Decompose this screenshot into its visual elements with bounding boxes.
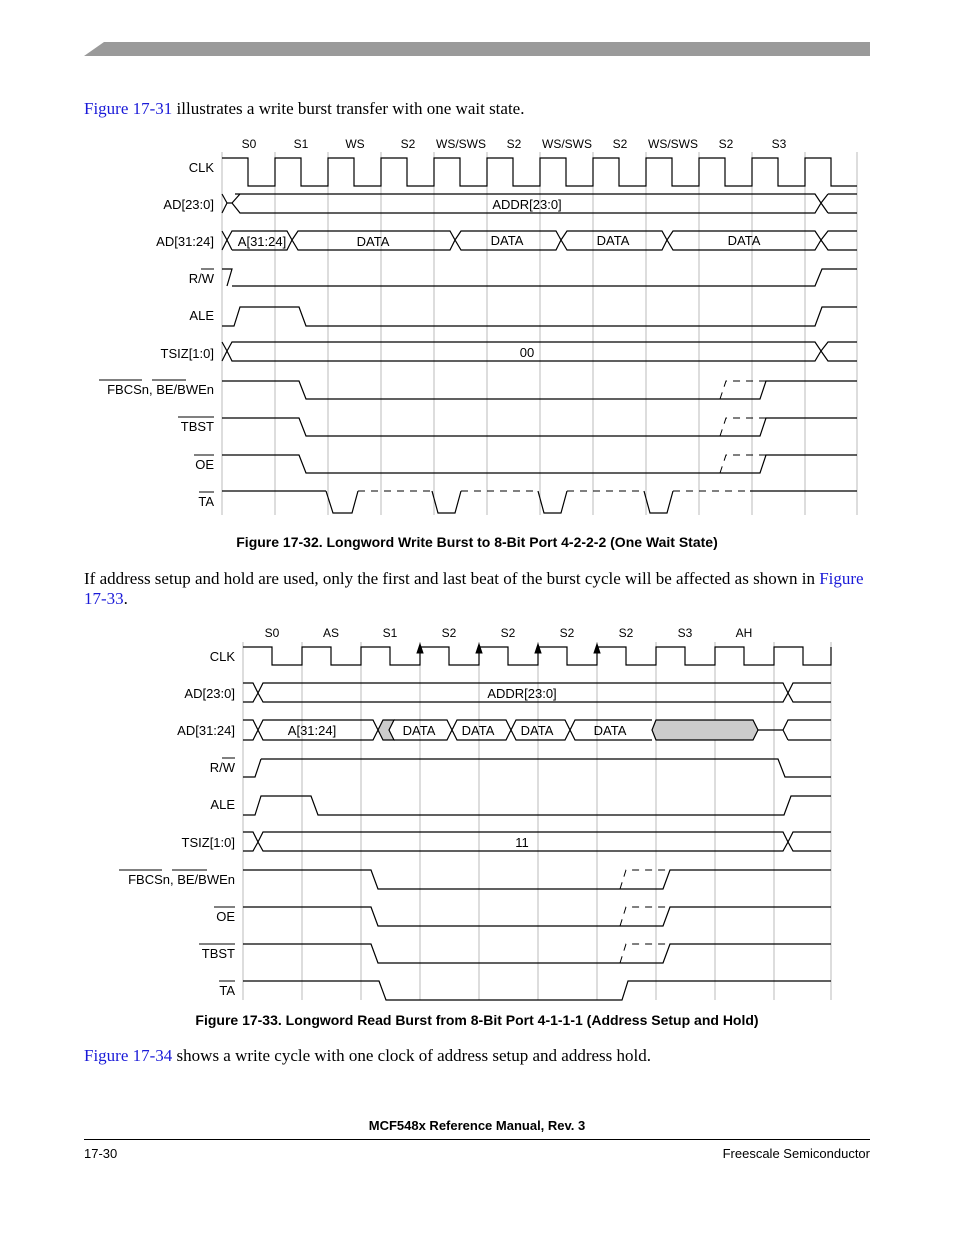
data-label: DATA — [461, 723, 495, 738]
signal-labels — [128, 649, 236, 998]
data-label: DATA — [727, 233, 761, 248]
tsiz-value: 00 — [519, 345, 535, 360]
state-label: S3 — [771, 137, 787, 151]
company-name: Freescale Semiconductor — [722, 1146, 870, 1161]
intro-paragraph-2 — [84, 569, 884, 609]
rw-wave — [243, 759, 831, 777]
state-label: S2 — [559, 626, 575, 640]
figure-17-32-caption: Figure 17-32. Longword Write Burst to 8-Bit Port 4-2-2-2 (One Wait State) — [236, 534, 718, 550]
figure-17-31-link[interactable]: Figure 17-31 — [84, 99, 173, 118]
signal-label-ale: ALE — [189, 308, 214, 323]
intro-paragraph-3 — [84, 1046, 651, 1066]
signal-label-ad-low: AD[23:0] — [163, 197, 214, 212]
signal-label-fbcs: FBCSn, BE/BWEn — [107, 382, 214, 397]
state-label: AH — [735, 626, 753, 640]
state-label: S0 — [264, 626, 280, 640]
state-label: S2 — [500, 626, 516, 640]
figure-17-34-link[interactable]: Figure 17-34 — [84, 1046, 173, 1065]
state-label: S2 — [618, 626, 634, 640]
signal-label-fbcs: FBCSn, BE/BWEn — [128, 872, 235, 887]
intro-text-2: If address setup and hold are used, only the first and last beat of the burst cycle will be affected as shown in — [84, 569, 820, 588]
state-label: S1 — [293, 137, 309, 151]
addr-label: ADDR[23:0] — [487, 686, 557, 701]
signal-label-ta: TA — [198, 494, 214, 509]
addr-label: ADDR[23:0] — [492, 197, 562, 212]
state-label: AS — [322, 626, 340, 640]
fbcs-wave — [243, 870, 831, 889]
bus-values — [288, 686, 627, 850]
state-label: S2 — [612, 137, 628, 151]
read-data-setup-shading — [378, 720, 394, 740]
footer-divider — [84, 1139, 870, 1140]
data-label: DATA — [596, 233, 630, 248]
signal-label-tsiz: TSIZ[1:0] — [160, 346, 214, 361]
signal-label-tsiz: TSIZ[1:0] — [181, 835, 235, 850]
state-labels — [265, 626, 753, 640]
state-label: WS/SWS — [648, 137, 698, 151]
state-label: WS/SWS — [436, 137, 486, 151]
page-number: 17-30 — [84, 1146, 118, 1161]
state-label: S2 — [400, 137, 416, 151]
data-label: DATA — [402, 723, 436, 738]
state-label: S0 — [241, 137, 257, 151]
data-label: DATA — [593, 723, 627, 738]
signal-label-rw: R/W — [188, 271, 214, 286]
state-label: S2 — [441, 626, 457, 640]
signal-labels — [107, 160, 215, 509]
tbst-wave — [243, 944, 831, 963]
tsiz-bus — [243, 832, 831, 851]
signal-label-ad-high: AD[31:24] — [156, 234, 214, 249]
a-label: A[31:24] — [287, 723, 337, 738]
intro-text-3: shows a write cycle with one clock of address setup and address hold. — [172, 1046, 652, 1065]
signal-label-ta: TA — [219, 983, 235, 998]
footer-title: MCF548x Reference Manual, Rev. 3 — [368, 1118, 586, 1133]
oe-wave — [243, 907, 831, 926]
signal-label-oe: OE — [195, 457, 214, 472]
signal-label-oe: OE — [216, 909, 235, 924]
data-label: DATA — [356, 234, 390, 249]
signal-label-clk: CLK — [209, 649, 235, 664]
signal-label-ale: ALE — [210, 797, 235, 812]
clk-wave — [222, 158, 857, 186]
state-labels — [242, 137, 787, 151]
data-label: DATA — [490, 233, 524, 248]
state-label: S1 — [382, 626, 398, 640]
intro-tail-2: . — [123, 589, 128, 608]
state-label: S3 — [677, 626, 693, 640]
signal-label-clk: CLK — [188, 160, 214, 175]
ta-wave — [243, 981, 831, 1000]
signal-label-ad-low: AD[23:0] — [184, 686, 235, 701]
signal-label-ad-high: AD[31:24] — [177, 723, 235, 738]
state-label: WS — [345, 137, 365, 151]
header-bar — [84, 42, 870, 56]
state-label: S2 — [506, 137, 522, 151]
state-label: WS/SWS — [542, 137, 592, 151]
figure-17-33-link[interactable]: Figure 17-33 — [84, 569, 864, 608]
data-label: DATA — [520, 723, 554, 738]
state-label: S2 — [718, 137, 734, 151]
intro-paragraph-1 — [84, 99, 524, 119]
signal-label-tbst: TBST — [180, 419, 214, 434]
a-label: A[31:24] — [237, 234, 287, 249]
timing-diagram-write-burst — [0, 130, 954, 520]
signal-label-tbst: TBST — [201, 946, 235, 961]
ale-wave — [243, 796, 831, 815]
intro-text-1: illustrates a write burst transfer with one wait state. — [172, 99, 525, 118]
bus-values — [238, 197, 761, 360]
tsiz-value: 11 — [515, 835, 529, 850]
read-data-hold-shading — [652, 720, 758, 740]
figure-17-33-caption: Figure 17-33. Longword Read Burst from 8-Bit Port 4-1-1-1 (Address Setup and Hold) — [195, 1012, 759, 1028]
signal-label-rw: R/W — [209, 760, 235, 775]
dashed-alternates — [620, 870, 670, 963]
timing-diagram-read-burst — [0, 620, 954, 1005]
